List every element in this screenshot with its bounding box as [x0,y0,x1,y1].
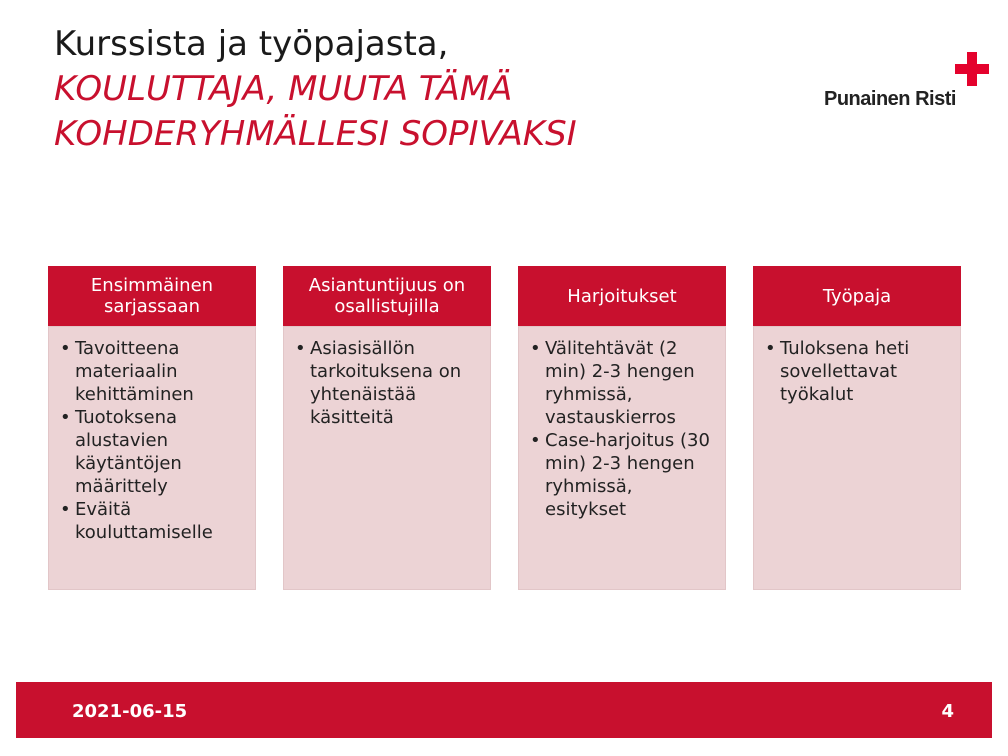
bullet-item: • Tuloksena heti sovellettavat työkalut [762,337,952,406]
column-body [283,326,491,590]
column-tyopaja [753,266,961,590]
title-line-2: KOULUTTAJA, MUUTA TÄMÄ [54,69,513,109]
column-heading: Asiantuntijuus on osallistujilla [283,266,491,326]
punainen-risti-logo [822,52,992,112]
column-harjoitukset [518,266,726,590]
column-heading: Ensimmäinen sarjassaan [48,266,256,326]
column-body [518,326,726,590]
slide-title [54,22,774,157]
bullet-item: • Tuotoksena alustavien käytäntöjen määrittely [57,406,247,498]
bullet-item: • Eväitä kouluttamiselle [57,498,247,544]
title-line-3: KOHDERYHMÄLLESI SOPIVAKSI [54,114,577,154]
footer-date: 2021-06-15 [72,701,188,722]
column-asiantuntijuus [283,266,491,590]
column-heading: Työpaja [753,266,961,326]
column-heading: Harjoitukset [518,266,726,326]
column-body [753,326,961,590]
page-number: 4 [941,701,954,722]
bullet-item: • Case-harjoitus (30 min) 2-3 hengen ryhmissä, esitykset [527,429,717,521]
title-line-1: Kurssista ja työpajasta, [54,24,449,64]
bullet-item: • Välitehtävät (2 min) 2-3 hengen ryhmissä, vastauskierros [527,337,717,429]
footer-bar [16,682,992,738]
red-cross-icon [955,52,989,86]
logo-brand-text: Punainen Risti [824,88,956,110]
bullet-item: • Asiasisällön tarkoituksena on yhtenäistää käsitteitä [292,337,482,429]
column-ensimmainen [48,266,256,590]
column-body [48,326,256,590]
bullet-item: • Tavoitteena materiaalin kehittäminen [57,337,247,406]
